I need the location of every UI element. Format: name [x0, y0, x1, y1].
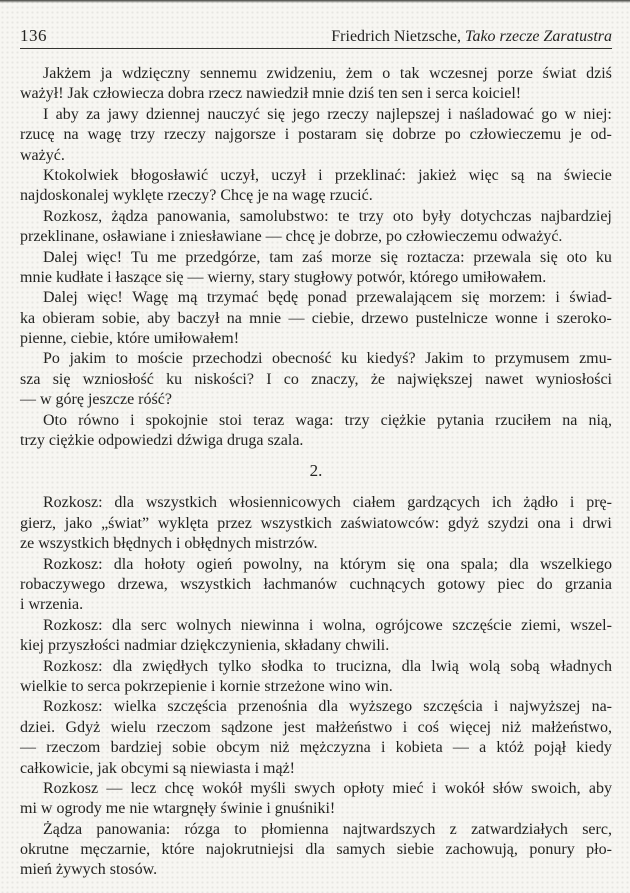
page-number: 136 [20, 26, 47, 45]
text-line: mnie kudłate i łaszące się — wierny, stary stugłowy potwór, którego umiłowałem. [20, 268, 547, 286]
text-line: mień żywych stosów. [20, 861, 158, 879]
text-line: Rozkosz: dla zwiędłych tylko słodka to trucizna, dla lwią wolą sobą władnych [43, 657, 612, 675]
text-line: całkowicie, jak obcymi są niewiasta i mąż! [20, 759, 296, 777]
text-line: przeklinane, osławiane i zniesławiane — chcę je dobrze, po człowieczemu odważyć. [20, 228, 563, 246]
section-2 [20, 493, 612, 880]
text-line: — rzeczom bardziej sobie obcym niż mężczyzna i kobieta — a któż pojął kiedy [20, 739, 612, 757]
running-header [331, 28, 612, 46]
paragraph [20, 64, 612, 105]
text-line: wielkie to serca pokrzepienie i kornie strzeżone wino win. [20, 677, 393, 695]
text-line: ważyć. [20, 146, 65, 164]
text-line: i wrzenia. [20, 596, 84, 614]
text-line: Rozkosz: dla serc wolnych niewinna i wolna, ogrójcowe szczęście ziemi, wszel- [43, 616, 612, 634]
page-body [20, 64, 612, 881]
text-line: rzucę na wagę trzy rzeczy najgorsze i postaram się dobrze po człowieczemu je od- [20, 126, 612, 144]
text-line: Jakżem ja wdzięczny sennemu zwidzeniu, żem o tak wczesnej porze świat dziś [43, 65, 612, 82]
text-line: gierz, jako „świat” wyklęta przez wszystkich zaświatowców: gdyż szydzi ona i drwi [20, 514, 612, 532]
text-line: — w górę jeszcze róść? [20, 391, 172, 409]
section-1 [20, 64, 612, 451]
text-line: okrutne męczarnie, które najokrutniejsi dla samych siebie zachowują, ponury pło- [20, 841, 612, 859]
text-line: Rozkosz: dla wszystkich włosiennicowych ciałem gardzących ich żądło i prę- [43, 494, 612, 512]
text-line: kiej przyszłości nadmiar dziękczynienia, składany chwili. [20, 637, 390, 655]
text-line: Dalej więc! Wagę mą trzymać będę ponad przewalającem się morzem: i świad- [43, 289, 612, 307]
page-header [20, 26, 612, 49]
text-line: ze wszystkich błędnych i obłędnych mistrzów. [20, 535, 318, 553]
text-line: Ktokolwiek błogosławić uczył, uczył i przeklinać: jakież więc są na świecie [43, 166, 612, 184]
text-line: Rozkosz: wielka szczęścia przenośnia dla wyższego szczęścia i najwyższej na- [43, 698, 612, 716]
paragraph [20, 105, 612, 166]
text-line: sza się wzniosłość ku niskości? I co znaczy, że największej nawet wyniosłości [20, 370, 612, 388]
paragraph [20, 820, 612, 881]
text-line: pienne, ciebie, które umiłowałem! [20, 330, 240, 348]
scan-edge-shadow [0, 0, 630, 3]
text-line: ważył! Jak człowiecza dobra rzecz nawiedził mnie dziś ten sen i serca koiciel! [20, 85, 522, 103]
text-line: mi w ogrody me nie wtargnęły świnie i gnuśniki! [20, 800, 336, 818]
text-line: trzy ciężkie odpowiedzi dźwiga druga szala. [20, 432, 304, 450]
text-line: I aby za jawy dziennej nauczyć się jego rzeczy najlepszej i naśladować go w niej: [43, 105, 612, 123]
paragraph [20, 349, 612, 410]
text-line: Rozkosz — lecz chcę wokół myśli swych opłoty mieć i wokół słów swoich, aby [43, 779, 612, 797]
text-line: Żądza panowania: rózga to płomienna najtwardszych z zatwardziałych serc, [43, 820, 612, 838]
book-title: Tako rzecze Zaratustra [465, 28, 612, 45]
paragraph [20, 493, 612, 554]
text-line: Rozkosz, żądza panowania, samolubstwo: te trzy oto były dotychczas najbardziej [43, 207, 612, 225]
paragraph [20, 166, 612, 207]
paragraph [20, 411, 612, 452]
text-line: Rozkosz: dla hołoty ogień powolny, na którym się ona spala; dla wszelkiego [43, 555, 612, 573]
text-line: Oto równo i spokojnie stoi teraz waga: trzy ciężkie pytania rzuciłem na nią, [43, 411, 612, 429]
text-line: Po jakim to moście przechodzi obecność ku kiedyś? Jakim to przymusem zmu- [43, 350, 612, 368]
paragraph [20, 248, 612, 289]
paragraph [20, 616, 612, 657]
paragraph [20, 288, 612, 349]
text-line: najdoskonalej wyklęte rzeczy? Chcę je na wagę rzucić. [20, 187, 373, 205]
paragraph [20, 555, 612, 616]
paragraph [20, 697, 612, 779]
section-heading: 2. [309, 461, 323, 481]
text-line: ka obieram sobie, aby baczył na mnie — ciebie, drzewo pustelnicze wonne i szeroko- [20, 309, 612, 327]
paragraph [20, 657, 612, 698]
text-line: Dalej więc! Tu me przedgórze, tam zaś morze się roztacza: przewala się oto ku [43, 248, 612, 266]
paragraph [20, 779, 612, 820]
paragraph [20, 207, 612, 248]
author-name: Friedrich Nietzsche, [331, 28, 466, 45]
text-line: dziei. Gdyż wielu rzeczom sądzone jest małżeństwo i coś więcej niż małżeństwo, [20, 718, 612, 736]
text-line: robaczywego drzewa, wszystkich łachmanów cuchnących gotowy piec do grzania [20, 575, 612, 593]
